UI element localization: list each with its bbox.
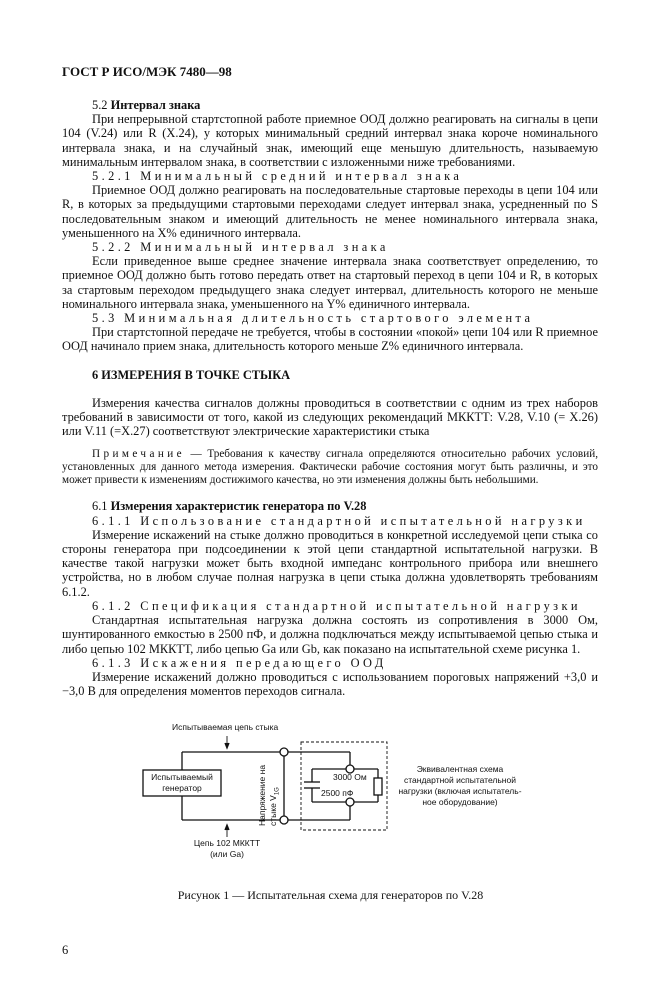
section-5-2-2-heading: 5.2.2 Минимальный интервал знака — [92, 240, 389, 255]
paragraph: Измерение искажений на стыке должно проводиться в конкретной исследуемой цепи стыка со стороны генератора при подсоединении к этой цепи стандартной испытательной нагрузки. В качестве такой нагрузки может быть входной импеданс контрольного прибора или внешнего устройства, но в любом случае полная нагрузка в цепи стыка должна удовлетворять требованиям 6.1.2. — [62, 527, 598, 599]
generator-label-line: генератор — [162, 783, 202, 794]
paragraph: При стартстопной передаче не требуется, чтобы в состоянии «покой» цепи 104 или R приемное ООД начинало прием знака, длительность которого меньше Z% единичного интервала. — [62, 325, 598, 354]
section-number: 6.1 — [92, 499, 108, 514]
paragraph: Измерение искажений должно проводиться с использованием пороговых напряжений +3,0 и −3,0 В для определения моментов переходов сигнала. — [62, 669, 598, 699]
note-text: — Требования к качеству сигнала определяются относительно рабочих условий, установленных для данного метода измерения. Фактически рабочие состояния могут быть различны, и это может привести к изменениям достижимого качества, но эти изменения должны быть небольшими. — [62, 448, 598, 487]
paragraph: Если приведенное выше среднее значение интервала знака соответствует определению, то приемное ООД должно быть готово передать ответ на стартовый переход в цепи 104 и R, в которых за стартовым переходом предыдущего знака следует интервал, длительность которого не меньше номинального интервала знака, уменьшенного на Y% единичного интервала. — [62, 254, 598, 311]
generator-label — [143, 772, 221, 794]
section-6-heading: 6 ИЗМЕРЕНИЯ В ТОЧКЕ СТЫКА — [92, 367, 291, 382]
paragraph: Измерения качества сигналов должны проводиться в соответствии с одним из трех наборов требований в зависимости от того, какой из следующих рекомендаций МККТТ: V.28, V.10 (= X.26) или V.11 (=X.27) соответствуют электрические характеристики стыка — [62, 395, 598, 439]
circuit-102-label-line: Цепь 102 МККТТ — [193, 838, 261, 849]
document-body — [62, 98, 598, 698]
equivalent-label-line: стандартной испытательной — [404, 775, 516, 786]
voltage-label — [257, 765, 279, 826]
section-6-1-3-heading: 6.1.3 Искажения передающего ООД — [92, 655, 387, 670]
capacitor-label: 2500 пФ — [321, 788, 354, 799]
section-6-1-1-heading: 6.1.1 Использование стандартной испытательной нагрузки — [92, 513, 586, 528]
voltage-label-line: стыке $V_{1G}$ — [268, 787, 281, 827]
paragraph: При непрерывной стартстопной работе приемное ООД должно реагировать на сигналы в цепи 104 (V.24) или R (X.24), у которых минимальный средний интервал знака короче номинального интервала знака, и на случайный знак, имеющий еще меньшую длительность, называемую минимальным интервалом знака, в соответствии с изложенными ниже требованиями. — [62, 112, 598, 169]
equivalent-label — [395, 764, 525, 808]
figure-caption: Рисунок 1 — Испытательная схема для генераторов по V.28 — [177, 888, 484, 903]
circuit-102-label-line: (или Ga) — [210, 849, 244, 860]
section-title: Интервал знака — [110, 98, 201, 112]
section-title: Измерения характеристик генератора по V.28 — [110, 499, 367, 514]
section-5-2-1-heading: 5.2.1 Минимальный средний интервал знака — [92, 169, 463, 184]
section-6-1-heading — [62, 499, 598, 513]
section-6-1-2-heading: 6.1.2 Спецификация стандартной испытательной нагрузки — [92, 598, 581, 613]
voltage-label-line: Напряжение на — [257, 765, 267, 827]
note-label: Примечание — [92, 448, 185, 461]
document-header: ГОСТ Р ИСО/МЭК 7480—98 — [62, 64, 232, 79]
page-number: 6 — [62, 942, 69, 957]
tested-circuit-label: Испытываемая цепь стыка — [172, 722, 279, 733]
circuit-102-label — [180, 838, 274, 860]
equivalent-label-line: нагрузки (включая испытатель- — [398, 786, 522, 797]
figure-1-circuit-diagram — [140, 714, 540, 874]
equivalent-label-line: Эквивалентная схема — [416, 764, 504, 775]
section-5-3-heading: 5.3 Минимальная длительность стартового элемента — [92, 311, 534, 326]
paragraph: Стандартная испытательная нагрузка должна состоять из сопротивления в 3000 Ом, шунтированного емкостью в 2500 пФ, и должна подключаться между испытываемой цепью стыка и либо цепью 102 МККТТ, либо цепью Ga или Gb, как показано на испытательной схеме рисунка 1. — [62, 613, 598, 656]
section-5-2-heading — [62, 98, 598, 112]
resistor-label: 3000 Ом — [333, 772, 367, 783]
paragraph: Приемное ООД должно реагировать на последовательные стартовые переходы в цепи 104 или R, в которых за предыдущими стартовыми переходами следует интервал знака, усредненный по S последовательным знаком и имеющий длительность не менее номинального интервала знака, уменьшенного на X% единичного интервала. — [62, 183, 598, 240]
section-number: 5.2 — [92, 98, 108, 112]
note — [62, 448, 598, 487]
equivalent-label-line: ное оборудование) — [422, 797, 498, 808]
generator-label-line: Испытываемый — [151, 772, 213, 783]
